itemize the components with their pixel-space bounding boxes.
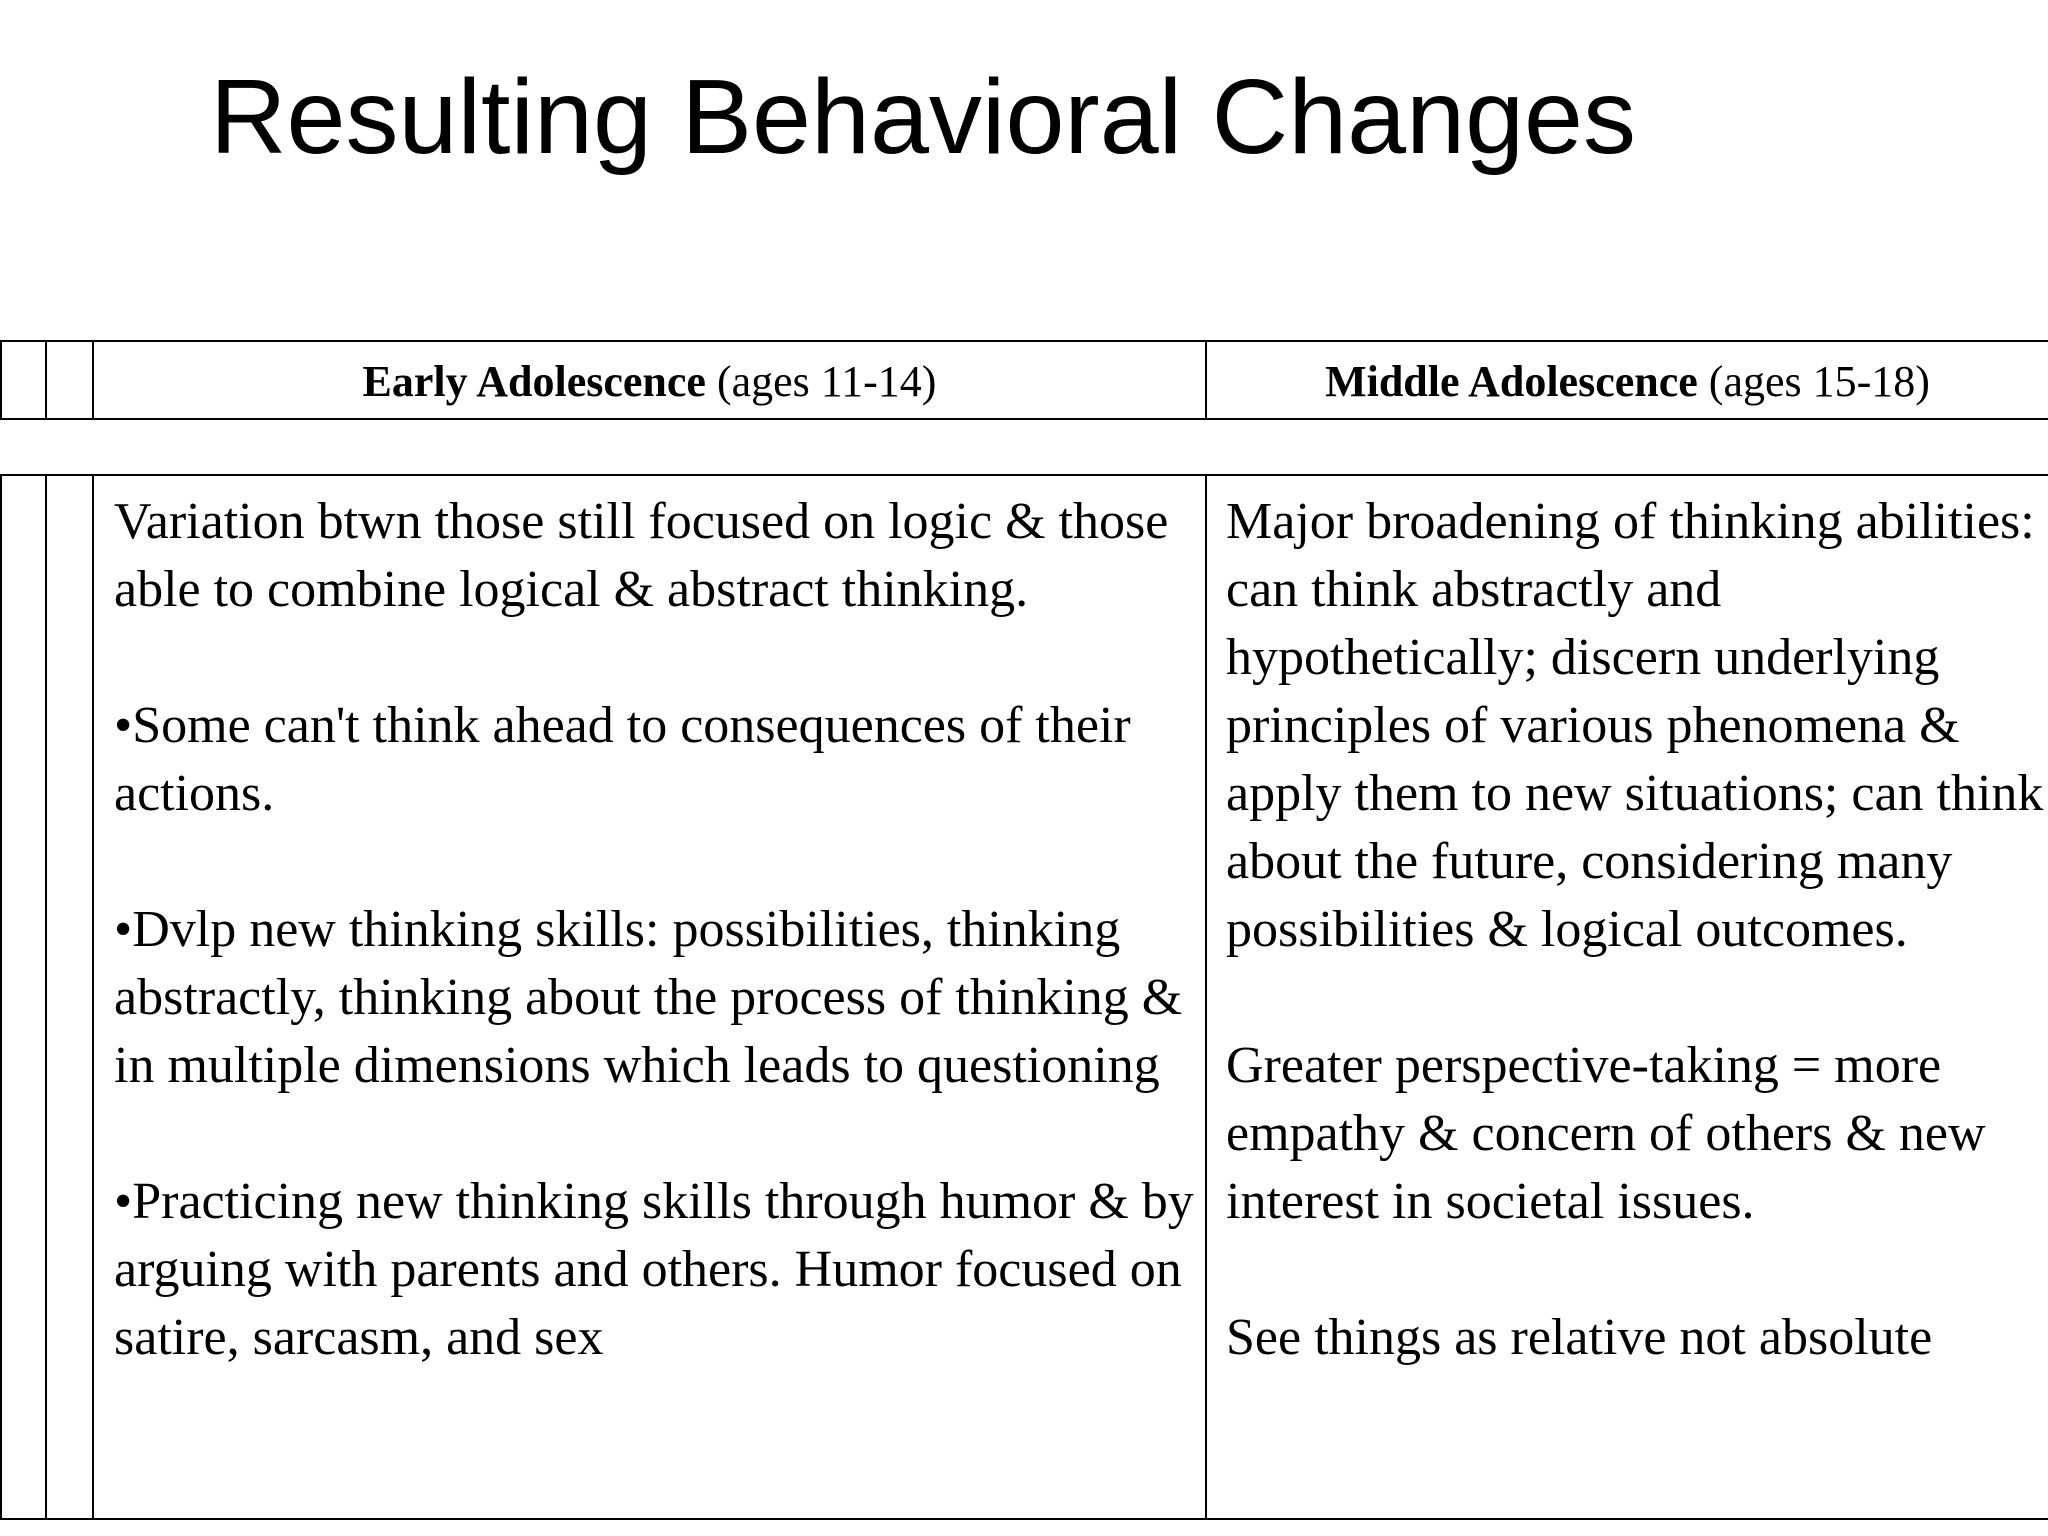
header-middle-adolescence — [1207, 342, 2048, 420]
middle-paragraph: See things as relative not absolute — [1226, 1309, 1933, 1366]
header-early-adolescence — [94, 342, 1205, 420]
table-column-divider — [45, 474, 47, 1520]
header-early-ages: (ages 11-14) — [705, 356, 937, 406]
early-intro: Variation btwn those still focused on logic & those able to combine logical & abstract thinking. — [114, 493, 1169, 618]
early-bullet: •Some can't think ahead to consequences of their actions. — [114, 697, 1131, 822]
table-left-border — [0, 474, 2, 1520]
middle-adolescence-cell — [1226, 488, 2046, 1372]
early-bullet: •Practicing new thinking skills through humor & by arguing with parents and others. Humor focused on satire, sarcasm, and sex — [114, 1173, 1194, 1366]
early-adolescence-cell — [114, 488, 1204, 1372]
slide-title: Resulting Behavioral Changes — [210, 58, 1636, 176]
table-column-divider — [45, 340, 47, 420]
table-left-border — [0, 340, 2, 420]
header-middle-label: Middle Adolescence — [1325, 356, 1698, 406]
table-body-top-border — [0, 474, 2048, 476]
header-middle-ages: (ages 15-18) — [1697, 356, 1930, 406]
middle-paragraph: Greater perspective-taking = more empathy & concern of others & new interest in societal issues. — [1226, 1037, 1986, 1230]
early-bullet: •Dvlp new thinking skills: possibilities, thinking abstractly, thinking about the process of thinking & in multiple dimensions which leads to questioning — [114, 901, 1183, 1094]
table-column-divider — [92, 474, 94, 1520]
header-early-label: Early Adolescence — [362, 356, 706, 406]
table-body-bottom-border — [0, 1518, 2048, 1520]
middle-paragraph: Major broadening of thinking abilities: can think abstractly and hypothetically; discern underlying principles of various phenomena & apply them to new situations; can think about the future, considering many possibilities & logical outcomes. — [1226, 493, 2044, 958]
table-column-divider — [1205, 474, 1207, 1520]
